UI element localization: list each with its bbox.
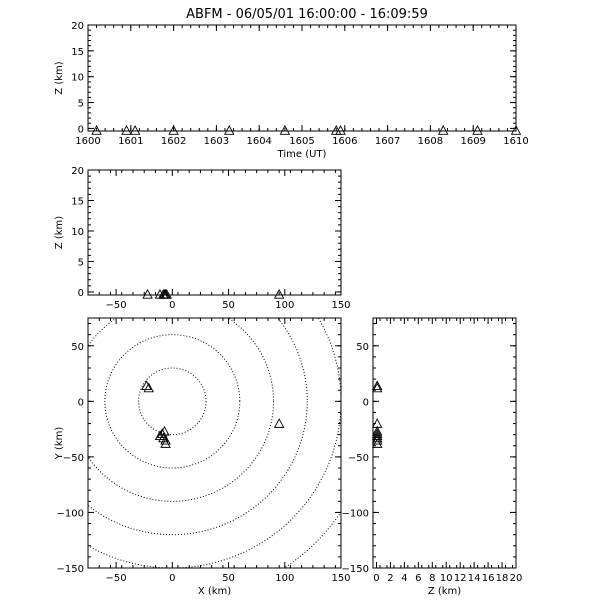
x-tick-label: 1604 [246, 136, 272, 147]
x-tick-label: 0 [169, 573, 176, 584]
y-tick-label: 20 [71, 166, 84, 177]
x-tick-label: 12 [453, 573, 467, 584]
range-ring [71, 301, 273, 501]
x-tick-label: 16 [481, 573, 495, 584]
y-tick-label: −50 [347, 452, 369, 464]
plot-frame [373, 318, 516, 568]
y-axis-label: Z (km) [54, 61, 65, 95]
y-tick-label: 15 [71, 46, 84, 58]
x-tick-label: 14 [467, 573, 481, 584]
x-tick-label: 1601 [118, 136, 144, 147]
x-tick-label: 150 [331, 300, 351, 311]
y-tick-label: 10 [71, 226, 84, 238]
data-point [131, 126, 140, 134]
y-tick-label: 5 [77, 257, 84, 269]
data-point [161, 439, 170, 447]
y-tick-label: 20 [71, 21, 84, 32]
y-tick-label: 0 [362, 397, 369, 409]
x-tick-label: 10 [439, 573, 453, 584]
x-axis-label: Time (UT) [277, 149, 327, 160]
y-tick-label: 15 [71, 196, 84, 208]
x-tick-label: 0 [373, 573, 380, 584]
x-tick-label: 150 [331, 573, 351, 584]
y-tick-label: 5 [77, 98, 84, 110]
x-tick-label: 8 [429, 573, 436, 584]
x-tick-label: 4 [401, 573, 408, 584]
x-tick-label: 20 [509, 573, 523, 584]
y-tick-label: 0 [77, 397, 84, 409]
panels [0, 21, 529, 600]
x-tick-label: 1607 [374, 136, 401, 147]
x-tick-label: 1606 [332, 136, 358, 147]
x-tick-label: 0 [169, 300, 176, 311]
data-point [225, 126, 234, 134]
data-point [275, 419, 284, 427]
x-axis-label: Z (km) [427, 586, 462, 597]
x-axis-label: X (km) [197, 586, 232, 597]
x-tick-label: 1602 [160, 136, 187, 147]
x-tick-label: 100 [275, 573, 295, 584]
panel-x-height [54, 166, 351, 311]
y-tick-label: −150 [56, 564, 84, 575]
x-tick-label: 1608 [417, 136, 444, 147]
plot-frame [88, 170, 341, 295]
range-rings [0, 201, 375, 600]
y-axis-label: Y (km) [54, 426, 65, 460]
data-point [122, 126, 131, 134]
y-tick-label: 0 [77, 287, 84, 299]
panel-height-y [342, 318, 523, 597]
y-tick-label: −100 [56, 508, 84, 520]
x-tick-label: 1603 [203, 136, 230, 147]
range-ring [139, 368, 206, 435]
x-tick-label: −50 [105, 573, 127, 584]
x-tick-label: 1610 [503, 136, 529, 147]
x-tick-label: 1600 [75, 136, 101, 147]
y-tick-label: −50 [62, 452, 84, 464]
data-point [373, 381, 382, 389]
figure-title: ABFM - 06/05/01 16:00:00 - 16:09:59 [186, 7, 428, 22]
plot-frame [88, 25, 516, 131]
data-point [473, 126, 482, 134]
x-tick-label: 50 [222, 573, 235, 584]
x-tick-label: 50 [222, 300, 235, 311]
x-tick-label: 1609 [460, 136, 486, 147]
plot-frame [88, 318, 341, 568]
range-ring [105, 335, 240, 468]
range-ring [4, 235, 341, 568]
x-tick-label: 1605 [289, 136, 315, 147]
y-tick-label: 0 [77, 124, 84, 136]
y-tick-label: 50 [71, 341, 84, 353]
panel-plan-view [0, 201, 375, 600]
data-point [439, 126, 448, 134]
y-tick-label: −150 [341, 564, 369, 575]
x-tick-label: 18 [495, 573, 509, 584]
panel-time-height [54, 21, 529, 160]
x-tick-label: −50 [105, 300, 127, 311]
y-tick-label: −100 [341, 508, 369, 520]
y-tick-label: 50 [356, 341, 369, 353]
y-axis-label: Z (km) [54, 215, 65, 250]
x-tick-label: 100 [275, 300, 295, 311]
range-ring [0, 201, 375, 600]
x-tick-label: 2 [387, 573, 394, 584]
x-tick-label: 6 [415, 573, 422, 584]
y-tick-label: 10 [71, 72, 84, 84]
